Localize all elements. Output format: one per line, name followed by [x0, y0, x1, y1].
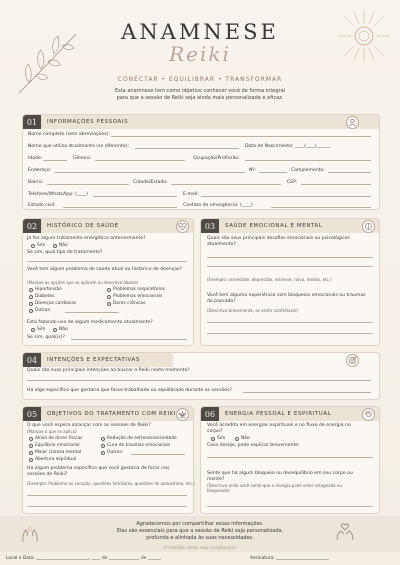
emotional-input-1[interactable] [207, 257, 373, 258]
field-complement-label: Complemento: [291, 168, 325, 173]
trauma-input-1[interactable] [207, 322, 373, 323]
section-header [23, 219, 193, 233]
section-emotional-health [200, 218, 380, 346]
checkbox-others[interactable]: Outros: [101, 450, 123, 455]
section-header [201, 407, 379, 421]
section-title: SAÚDE EMOCIONAL E MENTAL [225, 223, 323, 229]
place-date-field[interactable]: Local e Data: ________________________, ____ de ______________ de ______ [6, 556, 161, 561]
checkbox-chronic-pain[interactable]: Dores crônicas [107, 301, 145, 306]
field-email-label: E-mail: [183, 192, 199, 197]
section-header [201, 219, 379, 233]
specific-focus-input[interactable] [243, 392, 371, 393]
section-title: ENERGIA PESSOAL E ESPIRITUAL [225, 411, 332, 417]
treatment-type-input[interactable] [27, 261, 187, 262]
field-emergency-input[interactable] [271, 207, 371, 208]
q-specific-problem: Há algum problema específico que você gostaria de focar nas sessões de Reiki? [27, 466, 170, 477]
q-intentions: Quais são suas principais intenções ao buscar o Reiki neste momento? [27, 368, 190, 373]
q-specific-focus: Há algo específico que gostaria que fosse trabalhado ou equilibrado durante as sessões? [27, 388, 232, 393]
section-title: OBJETIVOS DO TRATAMENTO COM REIKI [47, 411, 177, 417]
section-header [23, 407, 193, 421]
q-energy-treatment: Já fez algum tratamento energético anteriormente? [27, 236, 146, 241]
field-city-label: Cidade/Estado: [133, 180, 168, 185]
field-city-input[interactable] [171, 184, 281, 185]
field-email-input[interactable] [201, 196, 371, 197]
radio-no[interactable]: Não [53, 243, 68, 248]
section-personal-info [22, 114, 380, 210]
field-phone-input[interactable] [93, 196, 177, 197]
section-header [23, 115, 379, 129]
field-gender-label: Gênero: [73, 156, 92, 161]
field-number-label: Nº: [249, 168, 257, 173]
footer-gratitude: Gratidão pela sua confiança! [163, 545, 237, 551]
checkbox-trauma-healing[interactable]: Cura de traumas emocionais [101, 443, 170, 448]
field-district-label: Bairro: [28, 180, 44, 185]
q-spiritual-energy: Você acredita em energias espirituais e no fluxo de energia no corpo? [207, 423, 351, 434]
field-zip-label: CEP: [287, 180, 298, 185]
medication-input[interactable] [71, 339, 187, 340]
intro-text: Esta anamnese tem como objetivo conhecer você de forma integral para que a sessão de Reiki seja ainda mais personalizada e eficaz. [114, 88, 286, 101]
intentions-input[interactable] [27, 380, 371, 381]
q-blockage: Sente que há algum bloqueio ou desequilíbrio em seu corpo ou mente? [207, 471, 353, 482]
heart-pulse-icon [176, 220, 189, 233]
field-birthdate[interactable]: Data de Nascimento: ____/____/______ [245, 144, 331, 149]
checkbox-heart-disease[interactable]: Doenças cardíacas [29, 301, 76, 306]
blockage-input[interactable] [207, 506, 373, 507]
trauma-input-2[interactable] [207, 333, 373, 334]
specific-problem-input-1[interactable] [27, 495, 187, 496]
signature-field[interactable]: Assinatura: ________________________ [250, 556, 329, 561]
radio-med-no[interactable]: Não [53, 327, 68, 332]
section-health-history [22, 218, 194, 346]
checkbox-emotional-balance[interactable]: Equilíbrio emocional [29, 443, 80, 448]
section-title: INTENÇÕES E EXPECTATIVAS [47, 357, 140, 363]
field-complement-input[interactable] [328, 172, 371, 173]
person-icon [346, 116, 359, 129]
checkbox-respiratory[interactable]: Problemas respiratórios [107, 287, 165, 292]
section-number: 04 [23, 353, 41, 367]
field-occupation-label: Ocupação/Profissão: [193, 156, 240, 161]
section-number: 01 [23, 115, 41, 129]
q-specific-problem-note: (Exemplo: Problema no coração, questões familiares, questões de autoestima, etc.) [27, 481, 195, 486]
section-header [23, 353, 173, 367]
q-treatment-type: Se sim, qual tipo de tratamento? [27, 250, 103, 255]
q-trauma-note: (Descreva brevemente, se sentir confortável) [207, 308, 299, 313]
checkbox-emotional[interactable]: Problemas emocionais [107, 294, 162, 299]
field-phone-label: Telefone/WhatsApp: (____) [28, 192, 88, 197]
section-personal-energy [200, 406, 380, 514]
field-occupation-input[interactable] [245, 160, 371, 161]
checkbox-pain-relief[interactable]: Alívio de dores físicas [29, 436, 82, 441]
target-icon [346, 354, 359, 367]
radio-yes[interactable]: Sim [31, 243, 45, 248]
explain-input[interactable] [207, 457, 373, 458]
field-current-name-input[interactable] [135, 148, 239, 149]
spiral-icon [362, 408, 375, 421]
others-goal-input[interactable] [131, 454, 185, 455]
checkbox-hypertension[interactable]: Hipertensão [29, 287, 62, 292]
checkbox-stress-reduction[interactable]: Redução de estresse/ansiedade [101, 436, 177, 441]
q-emotional-challenges: Quais são seus principais desafios emocionais ou psicológicos atualmente? [207, 236, 350, 247]
radio-energy-yes[interactable]: Sim [211, 436, 225, 441]
field-marital-input[interactable] [63, 207, 177, 208]
field-marital-label: Estado civil: [28, 203, 56, 208]
q-emotional-note: (Exemplo: ansiedade, depressão, estresse, raiva, medos, etc.) [207, 277, 332, 282]
field-age-label: Idade: [28, 156, 43, 161]
field-zip-input[interactable] [301, 184, 371, 185]
section-title: HISTÓRICO DE SAÚDE [47, 223, 119, 229]
checkbox-diabetes[interactable]: Diabetes [29, 294, 55, 299]
lotus-icon [176, 408, 189, 421]
section-title: INFORMAÇÕES PESSOAIS [47, 119, 129, 125]
section-treatment-goals [22, 406, 194, 514]
q-health-note: (Marque as opções que se aplicam ou descreva abaixo) [27, 280, 139, 285]
radio-energy-no[interactable]: Não [235, 436, 250, 441]
q-explain: Caso deseje, pode explicar brevemente: [207, 443, 300, 448]
specific-problem-input-2[interactable] [27, 506, 187, 507]
footer-message: Agradecemos por compartilhar essas informações. Elas são essenciais para que a sessão de Reiki seja personalizada, profunda e alinhada às suas necessidades. [116, 521, 284, 541]
q-blockage-note: (Descreva onde você sente que a energia pode estar estagnada ou bloqueada) [207, 483, 342, 493]
q-health-problems: Você tem algum problema de saúde atual ou histórico de doenças? [27, 267, 182, 272]
field-number-input[interactable] [259, 172, 287, 173]
section-number: 05 [23, 407, 41, 421]
checkbox-other[interactable]: Outras: [29, 308, 51, 313]
q-reiki-expectations-note: (Marque o que se aplica) [27, 429, 77, 434]
section-intentions [22, 352, 380, 400]
section-number: 06 [201, 407, 219, 421]
page-title: ANAMNESE [121, 20, 279, 44]
q-medication-which: Se sim, qual(is)? [27, 335, 65, 340]
field-emergency-label: Contato de emergência: (____) [183, 203, 253, 208]
other-health-input[interactable] [65, 312, 119, 313]
q-trauma: Você tem alguma experiência com bloqueios emocionais ou traumas do passado? [207, 293, 366, 304]
field-address-label: Endereço: [28, 168, 52, 173]
q-medication: Está fazendo uso de algum medicamento atualmente? [27, 320, 153, 325]
section-number: 03 [201, 219, 219, 233]
page-subtitle: Reiki [169, 42, 231, 66]
checkbox-mental-clarity[interactable]: Maior clareza mental [29, 450, 81, 455]
brain-icon [362, 220, 375, 233]
emotional-input-2[interactable] [207, 266, 373, 267]
field-full-name-label: Nome completo (sem abreviações): [28, 132, 110, 137]
field-current-name-label: Nome que utiliza atualmente (se diferente): [28, 144, 129, 149]
section-number: 02 [23, 219, 41, 233]
field-gender-input[interactable] [95, 160, 185, 161]
field-age-input[interactable] [43, 160, 67, 161]
tagline: CONECTAR • EQUILIBRAR • TRANSFORMAR [117, 76, 283, 83]
radio-med-yes[interactable]: Sim [31, 327, 45, 332]
field-address-input[interactable] [55, 172, 245, 173]
q-reiki-expectations: O que você espera alcançar com as sessões de Reiki? [27, 423, 151, 428]
field-full-name-input[interactable] [111, 136, 371, 137]
checkbox-spiritual-opening[interactable]: Abertura espiritual [29, 457, 76, 462]
field-district-input[interactable] [47, 184, 129, 185]
